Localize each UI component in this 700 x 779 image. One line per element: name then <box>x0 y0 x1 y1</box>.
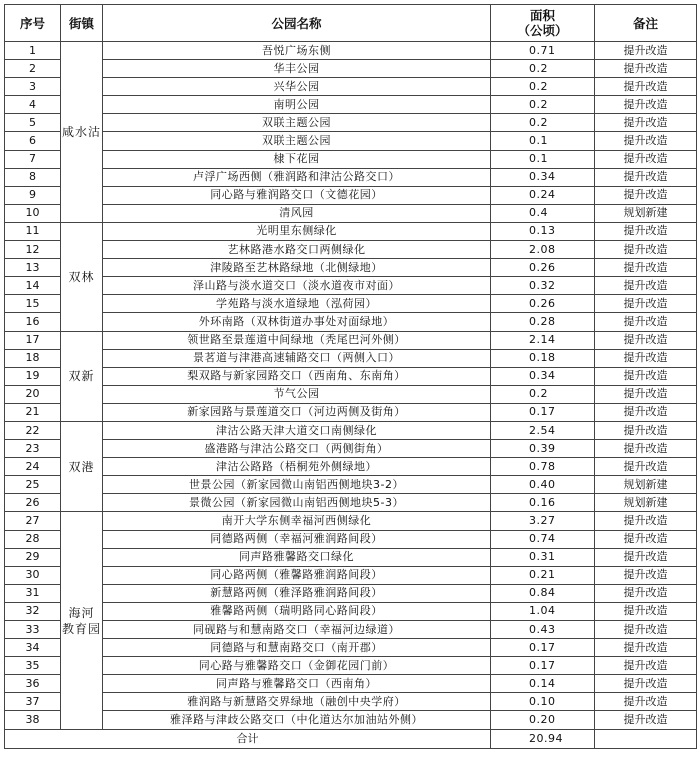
park-note: 提升改造 <box>595 385 697 403</box>
park-area: 0.2 <box>491 78 595 96</box>
row-number: 34 <box>5 639 61 657</box>
table-row <box>5 675 697 693</box>
header-no: 序号 <box>5 5 61 42</box>
park-note: 提升改造 <box>595 566 697 584</box>
park-note: 提升改造 <box>595 621 697 639</box>
row-number: 19 <box>5 367 61 385</box>
row-number: 9 <box>5 186 61 204</box>
park-note: 提升改造 <box>595 259 697 277</box>
park-area: 0.34 <box>491 168 595 186</box>
header-town: 街镇 <box>61 5 103 42</box>
park-name: 同心路两侧（雅馨路雅润路间段） <box>103 566 491 584</box>
row-number: 31 <box>5 584 61 602</box>
town-cell: 海河 教育园 <box>61 512 103 729</box>
park-name: 同心路与雅润路交口（文德花园） <box>103 186 491 204</box>
park-note: 提升改造 <box>595 512 697 530</box>
table-row <box>5 78 697 96</box>
row-number: 22 <box>5 421 61 439</box>
table-row <box>5 458 697 476</box>
park-area: 0.24 <box>491 186 595 204</box>
park-name: 南明公园 <box>103 96 491 114</box>
park-note: 提升改造 <box>595 602 697 620</box>
park-name: 同德路与和慧南路交口（南开郡） <box>103 639 491 657</box>
park-note: 提升改造 <box>595 657 697 675</box>
table-row <box>5 295 697 313</box>
park-note: 提升改造 <box>595 711 697 729</box>
header-area: 面积 （公顷） <box>491 5 595 42</box>
row-number: 17 <box>5 331 61 349</box>
row-number: 35 <box>5 657 61 675</box>
table-row <box>5 494 697 512</box>
table-row <box>5 602 697 620</box>
table-row <box>5 476 697 494</box>
park-area: 2.14 <box>491 331 595 349</box>
table-row <box>5 132 697 150</box>
row-number: 24 <box>5 458 61 476</box>
park-area: 0.31 <box>491 548 595 566</box>
row-number: 4 <box>5 96 61 114</box>
table-row <box>5 548 697 566</box>
row-number: 38 <box>5 711 61 729</box>
table-row <box>5 349 697 367</box>
town-cell: 双新 <box>61 331 103 421</box>
park-note: 提升改造 <box>595 693 697 711</box>
park-name: 学苑路与淡水道绿地（泓荷园） <box>103 295 491 313</box>
row-number: 3 <box>5 78 61 96</box>
park-name: 津沽公路天津大道交口南侧绿化 <box>103 421 491 439</box>
park-area: 1.04 <box>491 602 595 620</box>
park-name: 雅馨路两侧（瑞明路同心路间段） <box>103 602 491 620</box>
park-note: 提升改造 <box>595 530 697 548</box>
park-name: 领世路至景莲道中间绿地（秃尾巴河外侧） <box>103 331 491 349</box>
park-name: 津陵路至艺林路绿地（北侧绿地） <box>103 259 491 277</box>
table-row <box>5 621 697 639</box>
park-name: 盛港路与津沽公路交口（两侧街角） <box>103 440 491 458</box>
park-area: 0.2 <box>491 60 595 78</box>
park-area: 0.40 <box>491 476 595 494</box>
park-area: 0.71 <box>491 42 595 60</box>
table-row <box>5 421 697 439</box>
park-note: 提升改造 <box>595 313 697 331</box>
row-number: 16 <box>5 313 61 331</box>
park-note: 规划新建 <box>595 494 697 512</box>
park-name: 兴华公园 <box>103 78 491 96</box>
row-number: 25 <box>5 476 61 494</box>
park-name: 雅润路与新慧路交界绿地（融创中央学府） <box>103 693 491 711</box>
park-name: 泽山路与淡水道交口（淡水道夜市对面） <box>103 277 491 295</box>
park-area: 0.1 <box>491 132 595 150</box>
table-row <box>5 277 697 295</box>
park-note: 提升改造 <box>595 295 697 313</box>
park-name: 世景公园（新家园微山南铝西侧地块3-2） <box>103 476 491 494</box>
park-area: 0.4 <box>491 204 595 222</box>
park-area: 0.16 <box>491 494 595 512</box>
row-number: 33 <box>5 621 61 639</box>
park-name: 津沽公路路（梧桐苑外侧绿地） <box>103 458 491 476</box>
row-number: 32 <box>5 602 61 620</box>
park-table <box>4 4 697 749</box>
table-row <box>5 584 697 602</box>
row-number: 10 <box>5 204 61 222</box>
park-area: 0.34 <box>491 367 595 385</box>
park-area: 0.2 <box>491 96 595 114</box>
town-cell: 双港 <box>61 421 103 511</box>
park-name: 同砚路与和慧南路交口（幸福河边绿道） <box>103 621 491 639</box>
table-row <box>5 367 697 385</box>
park-area: 0.21 <box>491 566 595 584</box>
park-name: 双联主题公园 <box>103 132 491 150</box>
park-name: 外环南路（双林街道办事处对面绿地） <box>103 313 491 331</box>
table-row <box>5 168 697 186</box>
park-name: 光明里东侧绿化 <box>103 222 491 240</box>
park-area: 0.18 <box>491 349 595 367</box>
row-number: 5 <box>5 114 61 132</box>
park-area: 0.2 <box>491 114 595 132</box>
park-area: 3.27 <box>491 512 595 530</box>
town-cell: 咸水沽 <box>61 42 103 223</box>
park-name: 同声路雅馨路交口绿化 <box>103 548 491 566</box>
park-note: 提升改造 <box>595 277 697 295</box>
row-number: 6 <box>5 132 61 150</box>
table-row <box>5 385 697 403</box>
row-number: 26 <box>5 494 61 512</box>
park-name: 艺林路港水路交口两侧绿化 <box>103 241 491 259</box>
park-area: 0.17 <box>491 639 595 657</box>
park-name: 雅泽路与津歧公路交口（中化道达尔加油站外侧） <box>103 711 491 729</box>
park-note: 规划新建 <box>595 204 697 222</box>
park-area: 0.39 <box>491 440 595 458</box>
park-note: 提升改造 <box>595 675 697 693</box>
header-row <box>5 5 697 42</box>
row-number: 37 <box>5 693 61 711</box>
park-note: 提升改造 <box>595 114 697 132</box>
park-name: 棣下花园 <box>103 150 491 168</box>
table-row <box>5 440 697 458</box>
park-area: 0.1 <box>491 150 595 168</box>
row-number: 8 <box>5 168 61 186</box>
park-name: 节气公园 <box>103 385 491 403</box>
park-note: 提升改造 <box>595 222 697 240</box>
park-area: 0.43 <box>491 621 595 639</box>
park-area: 0.26 <box>491 295 595 313</box>
park-note: 提升改造 <box>595 132 697 150</box>
row-number: 20 <box>5 385 61 403</box>
park-area: 0.17 <box>491 657 595 675</box>
table-row <box>5 313 697 331</box>
table-row <box>5 259 697 277</box>
table-row <box>5 222 697 240</box>
table-row <box>5 711 697 729</box>
table-row <box>5 114 697 132</box>
park-note: 提升改造 <box>595 458 697 476</box>
park-note: 提升改造 <box>595 331 697 349</box>
town-cell: 双林 <box>61 222 103 331</box>
park-area: 0.17 <box>491 403 595 421</box>
row-number: 23 <box>5 440 61 458</box>
table-row <box>5 657 697 675</box>
park-area: 0.14 <box>491 675 595 693</box>
park-note: 提升改造 <box>595 548 697 566</box>
park-note: 提升改造 <box>595 403 697 421</box>
row-number: 30 <box>5 566 61 584</box>
row-number: 29 <box>5 548 61 566</box>
row-number: 14 <box>5 277 61 295</box>
table-row <box>5 241 697 259</box>
park-area: 0.32 <box>491 277 595 295</box>
row-number: 15 <box>5 295 61 313</box>
row-number: 27 <box>5 512 61 530</box>
table-row <box>5 566 697 584</box>
table-row <box>5 403 697 421</box>
park-area: 2.54 <box>491 421 595 439</box>
park-note: 提升改造 <box>595 42 697 60</box>
park-note: 提升改造 <box>595 186 697 204</box>
row-number: 7 <box>5 150 61 168</box>
park-area: 0.13 <box>491 222 595 240</box>
park-note: 提升改造 <box>595 96 697 114</box>
row-number: 11 <box>5 222 61 240</box>
park-note: 规划新建 <box>595 476 697 494</box>
park-name: 同心路与雅馨路交口（金御花园门前） <box>103 657 491 675</box>
total-note <box>595 729 697 748</box>
table-row <box>5 693 697 711</box>
park-name: 同声路与雅馨路交口（西南角） <box>103 675 491 693</box>
total-area: 20.94 <box>491 729 595 748</box>
table-row <box>5 42 697 60</box>
park-note: 提升改造 <box>595 584 697 602</box>
park-note: 提升改造 <box>595 78 697 96</box>
header-park-name: 公园名称 <box>103 5 491 42</box>
total-row <box>5 729 697 748</box>
park-area: 0.26 <box>491 259 595 277</box>
total-label: 合计 <box>5 729 491 748</box>
row-number: 2 <box>5 60 61 78</box>
park-area: 0.74 <box>491 530 595 548</box>
park-note: 提升改造 <box>595 367 697 385</box>
row-number: 12 <box>5 241 61 259</box>
park-name: 华丰公园 <box>103 60 491 78</box>
park-note: 提升改造 <box>595 639 697 657</box>
park-name: 景茗道与津港高速辅路交口（两侧入口） <box>103 349 491 367</box>
table-row <box>5 96 697 114</box>
park-name: 南开大学东侧幸福河西侧绿化 <box>103 512 491 530</box>
park-name: 新慧路两侧（雅泽路雅润路间段） <box>103 584 491 602</box>
park-note: 提升改造 <box>595 241 697 259</box>
table-row <box>5 530 697 548</box>
row-number: 13 <box>5 259 61 277</box>
park-area: 0.20 <box>491 711 595 729</box>
park-name: 景微公园（新家园微山南铝西侧地块5-3） <box>103 494 491 512</box>
park-name: 清风园 <box>103 204 491 222</box>
park-area: 0.10 <box>491 693 595 711</box>
park-area: 0.78 <box>491 458 595 476</box>
park-name: 双联主题公园 <box>103 114 491 132</box>
park-area: 2.08 <box>491 241 595 259</box>
row-number: 28 <box>5 530 61 548</box>
header-note: 备注 <box>595 5 697 42</box>
row-number: 1 <box>5 42 61 60</box>
park-note: 提升改造 <box>595 349 697 367</box>
table-row <box>5 512 697 530</box>
park-note: 提升改造 <box>595 440 697 458</box>
row-number: 18 <box>5 349 61 367</box>
table-row <box>5 60 697 78</box>
park-name: 卢浮广场西侧（雅润路和津沽公路交口） <box>103 168 491 186</box>
table-row <box>5 204 697 222</box>
table-row <box>5 639 697 657</box>
park-note: 提升改造 <box>595 60 697 78</box>
park-name: 同德路两侧（幸福河雅润路间段） <box>103 530 491 548</box>
park-note: 提升改造 <box>595 168 697 186</box>
row-number: 36 <box>5 675 61 693</box>
table-row <box>5 150 697 168</box>
park-note: 提升改造 <box>595 150 697 168</box>
park-name: 新家园路与景莲道交口（河边两侧及街角） <box>103 403 491 421</box>
row-number: 21 <box>5 403 61 421</box>
park-area: 0.2 <box>491 385 595 403</box>
park-note: 提升改造 <box>595 421 697 439</box>
park-area: 0.28 <box>491 313 595 331</box>
park-area: 0.84 <box>491 584 595 602</box>
park-name: 梨双路与新家园路交口（西南角、东南角） <box>103 367 491 385</box>
table-row <box>5 331 697 349</box>
park-name: 吾悦广场东侧 <box>103 42 491 60</box>
table-row <box>5 186 697 204</box>
